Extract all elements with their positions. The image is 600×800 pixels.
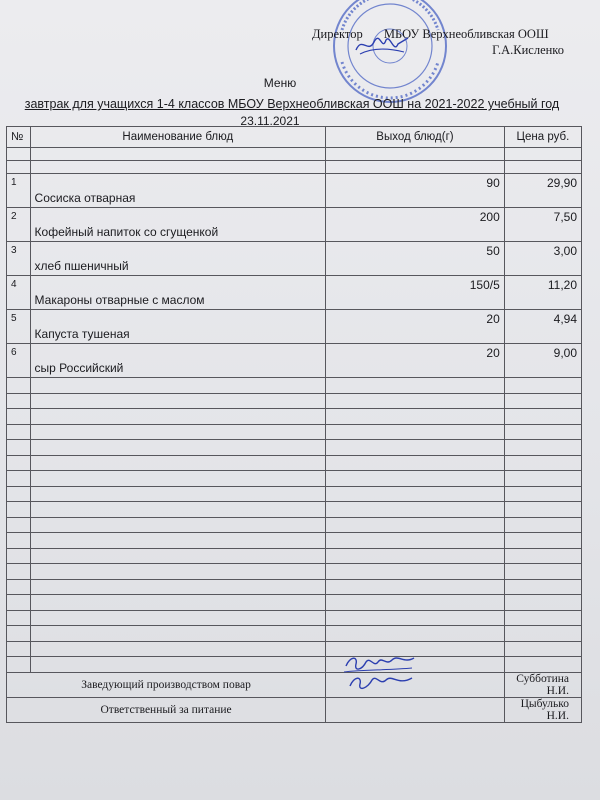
table-row [7, 310, 582, 344]
header-num: № [7, 127, 31, 148]
empty-row [7, 517, 582, 533]
empty-row [7, 424, 582, 440]
table-row [7, 208, 582, 242]
empty-row [7, 440, 582, 456]
empty-row [7, 378, 582, 394]
empty-row [7, 409, 582, 425]
dish-price: 7,50 [504, 208, 581, 242]
menu-date: 23.11.2021 [240, 114, 300, 128]
empty-row [7, 641, 582, 657]
signature-row [7, 672, 582, 697]
table-row [7, 276, 582, 310]
empty-row [7, 548, 582, 564]
table-row [7, 174, 582, 208]
empty-row [7, 579, 582, 595]
empty-row [7, 657, 582, 673]
signature-role: Ответственный за питание [7, 697, 326, 722]
dish-name: сыр Российский [30, 344, 326, 378]
header-price: Цена руб. [504, 127, 581, 148]
dish-price: 3,00 [504, 242, 581, 276]
row-num: 6 [7, 344, 31, 378]
empty-row [7, 533, 582, 549]
dish-price: 29,90 [504, 174, 581, 208]
menu-subtitle: завтрак для учащихся 1-4 классов МБОУ Верхнеобливская ООШ на 2021-2022 учебный год [24, 97, 560, 111]
menu-table [6, 126, 582, 723]
signature-cell [326, 697, 505, 722]
dish-output: 50 [326, 242, 505, 276]
dish-price: 9,00 [504, 344, 581, 378]
empty-row [7, 393, 582, 409]
empty-row [7, 595, 582, 611]
row-num: 1 [7, 174, 31, 208]
dish-name: хлеб пшеничный [30, 242, 326, 276]
table-header-row [7, 127, 582, 148]
header-dish-name: Наименование блюд [30, 127, 326, 148]
signature-row [7, 697, 582, 722]
dish-output: 90 [326, 174, 505, 208]
empty-row [7, 626, 582, 642]
director-name: Г.А.Кисленко [492, 43, 564, 57]
empty-row [7, 502, 582, 518]
dish-output: 20 [326, 344, 505, 378]
dish-name: Макароны отварные с маслом [30, 276, 326, 310]
dish-output: 150/5 [326, 276, 505, 310]
dish-price: 11,20 [504, 276, 581, 310]
dish-output: 20 [326, 310, 505, 344]
menu-title: Меню [263, 76, 297, 90]
empty-row [7, 564, 582, 580]
dish-name: Капуста тушеная [30, 310, 326, 344]
dish-price: 4,94 [504, 310, 581, 344]
row-num: 3 [7, 242, 31, 276]
empty-row [7, 455, 582, 471]
table-spacer-row [7, 148, 582, 161]
empty-row [7, 610, 582, 626]
signature-role: Заведующий производством повар [7, 672, 326, 697]
table-row [7, 242, 582, 276]
header-output: Выход блюд(г) [326, 127, 505, 148]
table-row [7, 344, 582, 378]
empty-row [7, 486, 582, 502]
row-num: 2 [7, 208, 31, 242]
signature-person: Цыбулько Н.И. [504, 697, 581, 722]
row-num: 4 [7, 276, 31, 310]
row-num: 5 [7, 310, 31, 344]
director-signature [352, 32, 412, 58]
dish-output: 200 [326, 208, 505, 242]
empty-row [7, 471, 582, 487]
school-name: МБОУ Верхнеобливская ООШ [383, 27, 549, 41]
dish-name: Сосиска отварная [30, 174, 326, 208]
handwritten-signatures [340, 652, 420, 696]
table-spacer-row [7, 161, 582, 174]
dish-name: Кофейный напиток со сгущенкой [30, 208, 326, 242]
signature-person: Субботина Н.И. [504, 672, 581, 697]
director-position: Директор [312, 27, 363, 41]
